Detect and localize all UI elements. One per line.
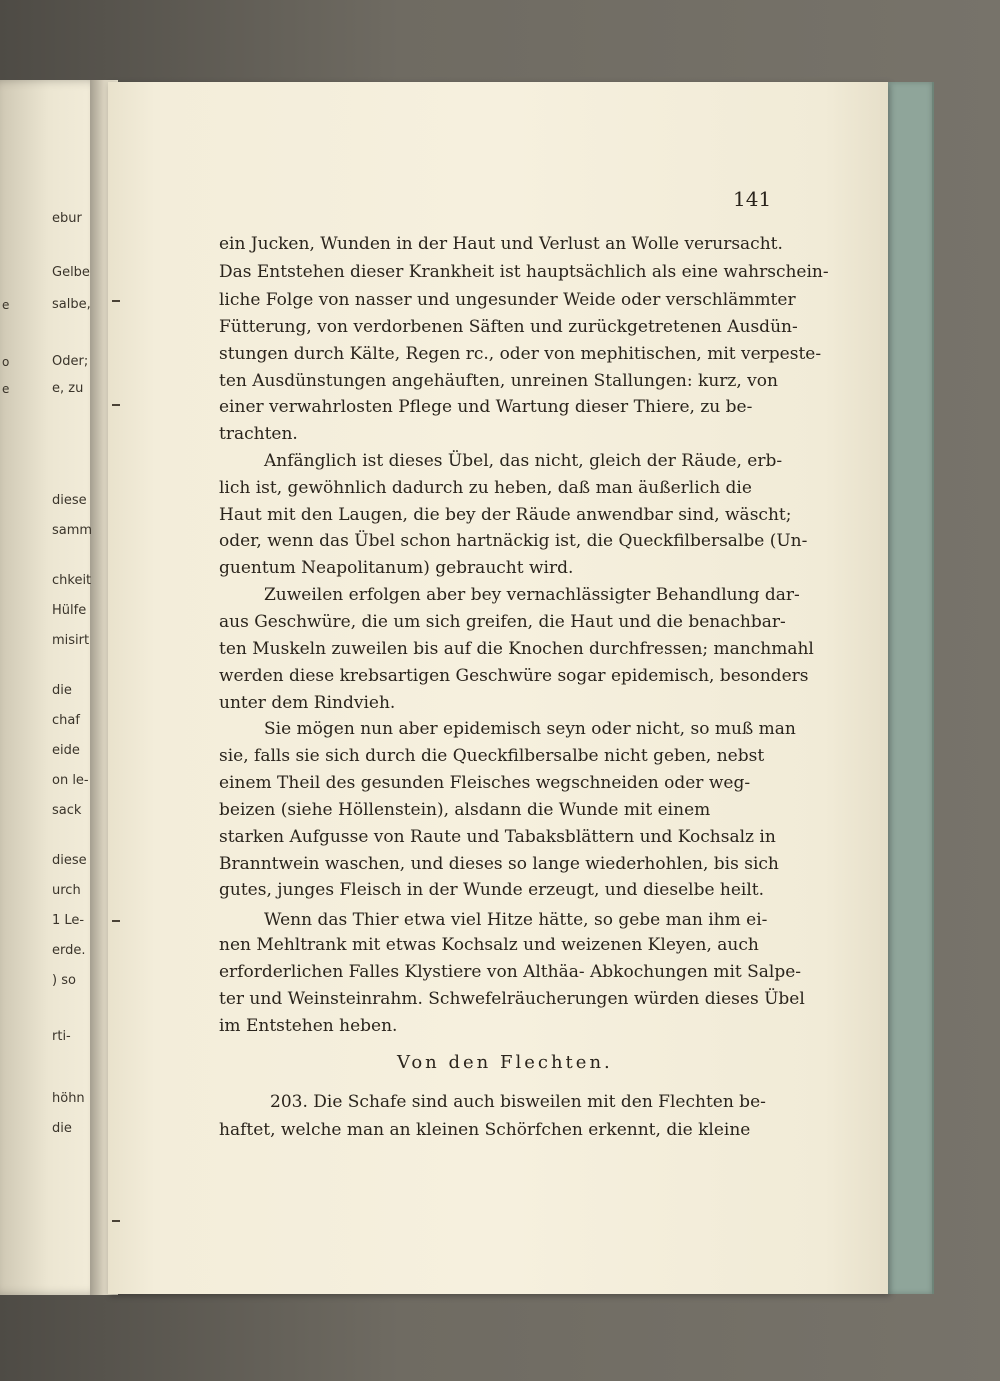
left-page-fragment-text: samm — [52, 523, 93, 538]
margin-mark — [112, 300, 120, 302]
left-page-fragment-text: e, zu — [52, 381, 84, 396]
left-page-fragment-prefix: e — [2, 298, 10, 312]
text-line: oder, wenn das Übel schon hartnäckig ist, die Queckfilbersalbe (Un- — [219, 531, 808, 551]
left-page-fragment-text: Oder; — [52, 354, 89, 369]
page-number: 141 — [733, 187, 772, 211]
left-page-fragment-text: diese — [52, 853, 87, 868]
text-line: Sie mögen nun aber epidemisch seyn oder nicht, so muß man — [264, 719, 796, 739]
text-line: Branntwein waschen, und dieses so lange wiederhohlen, bis sich — [219, 854, 779, 874]
margin-mark — [112, 1220, 120, 1222]
left-page-fragment-text: die — [52, 683, 72, 698]
text-line: werden diese krebsartigen Geschwüre sogar epidemisch, besonders — [219, 666, 809, 686]
text-line: liche Folge von nasser und ungesunder Weide oder verschlämmter — [219, 290, 796, 310]
text-line: sie, falls sie sich durch die Queckfilbersalbe nicht geben, nebst — [219, 746, 765, 766]
left-page-fragment-text: erde. — [52, 943, 86, 958]
left-page-fragment-text: diese — [52, 493, 87, 508]
left-page-fragment-text: die — [52, 1121, 72, 1136]
text-line: starken Aufgusse von Raute und Tabaksblättern und Kochsalz in — [219, 827, 776, 847]
text-line: unter dem Rindvieh. — [219, 693, 396, 713]
text-line: Fütterung, von verdorbenen Säften und zurückgetretenen Ausdün- — [219, 317, 798, 337]
text-line: gutes, junges Fleisch in der Wunde erzeugt, und dieselbe heilt. — [219, 880, 765, 900]
left-page-fragment-text: ) so — [52, 973, 76, 988]
text-line: Anfänglich ist dieses Übel, das nicht, gleich der Räude, erb- — [264, 451, 783, 471]
section-heading: Von den Flechten. — [397, 1052, 613, 1073]
left-page-fragment-text: salbe, — [52, 297, 91, 312]
text-line: Wenn das Thier etwa viel Hitze hätte, so gebe man ihm ei- — [264, 910, 768, 930]
text-line: aus Geschwüre, die um sich greifen, die Haut und die benachbar- — [219, 612, 786, 632]
text-line: Das Entstehen dieser Krankheit ist hauptsächlich als eine wahrschein- — [219, 262, 829, 282]
text-line: ten Muskeln zuweilen bis auf die Knochen durchfressen; manchmahl — [219, 639, 814, 659]
margin-mark — [112, 920, 120, 922]
text-line: nen Mehltrank mit etwas Kochsalz und weizenen Kleyen, auch — [219, 935, 759, 955]
left-page-fragment-text: urch — [52, 883, 81, 898]
left-page-fragment-text: Gelbe — [52, 265, 90, 280]
left-page-fragment-text: chkeit — [52, 573, 92, 588]
text-line: einer verwahrlosten Pflege und Wartung dieser Thiere, zu be- — [219, 397, 753, 417]
left-page-fragment-text: höhn — [52, 1091, 85, 1106]
left-page-fragment-text: eide — [52, 743, 80, 758]
text-line: ter und Weinsteinrahm. Schwefelräucherungen würden dieses Übel — [219, 989, 805, 1009]
left-page-fragment-text: on le- — [52, 773, 89, 788]
text-line: beizen (siehe Höllenstein), alsdann die Wunde mit einem — [219, 800, 711, 820]
left-page-fragment-text: chaf — [52, 713, 80, 728]
text-line: 203. Die Schafe sind auch bisweilen mit den Flechten be- — [270, 1092, 766, 1112]
left-page-fragment-text: 1 Le- — [52, 913, 85, 928]
text-line: im Entstehen heben. — [219, 1016, 398, 1036]
book-cover-board — [880, 82, 934, 1294]
text-line: lich ist, gewöhnlich dadurch zu heben, daß man äußerlich die — [219, 478, 752, 498]
text-line: stungen durch Kälte, Regen rc., oder von mephitischen, mit verpeste- — [219, 344, 822, 364]
left-page-fragment-text: rti- — [52, 1029, 71, 1044]
text-line: haftet, welche man an kleinen Schörfchen erkennt, die kleine — [219, 1120, 751, 1140]
left-page-fragment-prefix: e — [2, 382, 10, 396]
text-line: einem Theil des gesunden Fleisches wegschneiden oder weg- — [219, 773, 751, 793]
margin-mark — [112, 404, 120, 406]
text-line: Zuweilen erfolgen aber bey vernachlässigter Behandlung dar- — [264, 585, 800, 605]
left-page-fragment-text: misirt — [52, 633, 90, 648]
left-page-fragment-text: ebur — [52, 211, 82, 226]
text-line: ten Ausdünstungen angehäuften, unreinen Stallungen: kurz, von — [219, 371, 778, 391]
left-page-fragment-text: sack — [52, 803, 82, 818]
text-line: guentum Neapolitanum) gebraucht wird. — [219, 558, 574, 578]
left-page-fragment-prefix: o — [2, 355, 10, 369]
text-line: trachten. — [219, 424, 298, 444]
text-line: ein Jucken, Wunden in der Haut und Verlust an Wolle verursacht. — [219, 234, 783, 254]
text-line: Haut mit den Laugen, die bey der Räude anwendbar sind, wäscht; — [219, 505, 792, 525]
text-line: erforderlichen Falles Klystiere von Althäa- Abkochungen mit Salpe- — [219, 962, 802, 982]
left-page-fragment-text: Hülfe — [52, 603, 87, 618]
